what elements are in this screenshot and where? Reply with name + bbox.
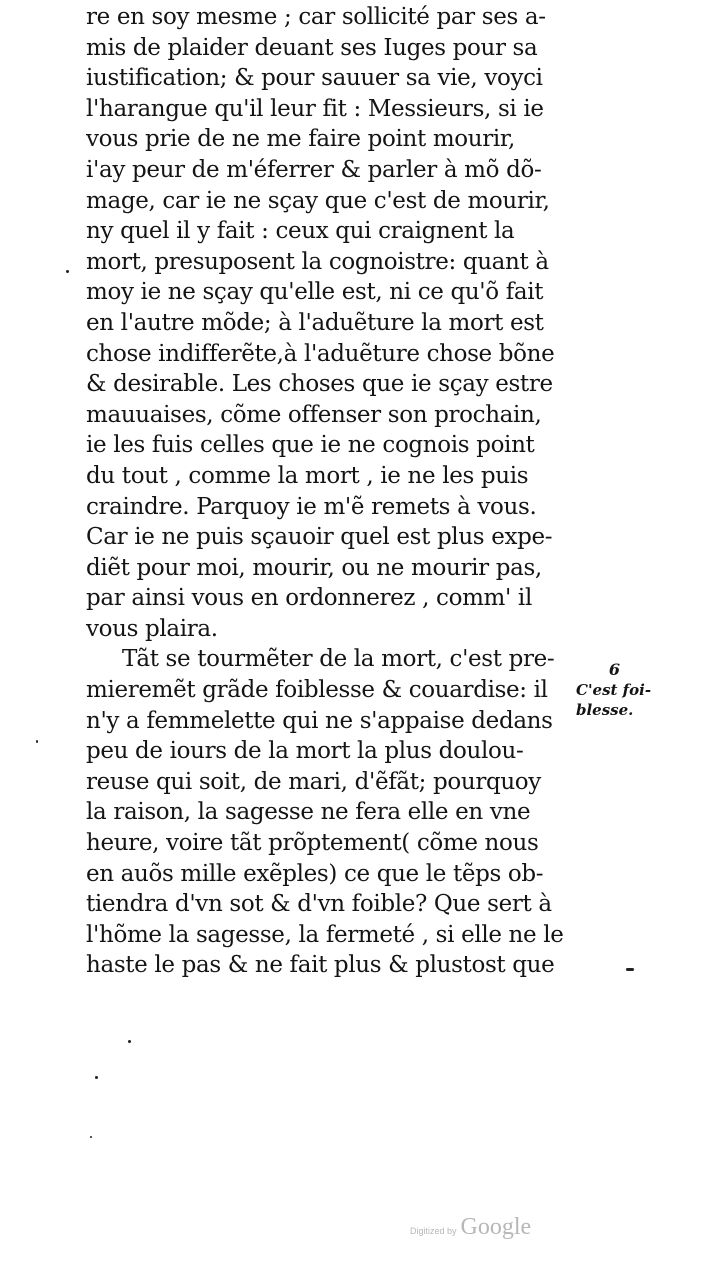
scan-speck	[90, 1136, 92, 1138]
margin-note-line: C'est foi-	[576, 681, 652, 699]
watermark-prefix: Digitized by	[410, 1226, 457, 1236]
text-line: en auõs mille exẽples) ce que le tẽps ob-	[86, 860, 544, 887]
text-line: reuse qui soit, de mari, d'ẽfãt; pourquoy	[86, 768, 541, 795]
scan-speck	[36, 740, 38, 743]
digitized-watermark	[410, 1214, 531, 1241]
text-line: du tout , comme la mort , ie ne les puis	[86, 462, 529, 489]
text-line: Car ie ne puis sçauoir quel est plus expe-	[86, 524, 553, 551]
text-line: en l'autre mõde; à l'aduẽture la mort est	[86, 309, 544, 336]
text-line: par ainsi vous en ordonnerez , comm' il	[86, 585, 532, 612]
text-line: tiendra d'vn sot & d'vn foible? Que sert à	[86, 891, 552, 918]
text-line: i'ay peur de m'éferrer & parler à mõ dõ-	[86, 156, 542, 183]
text-line: mort, presuposent la cognoistre: quant à	[86, 248, 549, 275]
scan-speck	[626, 968, 634, 971]
text-line: chose indifferẽte,à l'aduẽture chose bõne	[86, 340, 555, 367]
text-line: l'harangue qu'il leur fit : Messieurs, si ie	[86, 95, 544, 122]
margin-note	[576, 660, 656, 720]
text-line: haste le pas & ne fait plus & plustost que	[86, 952, 555, 979]
text-line: mauuaises, cõme offenser son prochain,	[86, 401, 542, 428]
text-line: la raison, la sagesse ne fera elle en vne	[86, 799, 531, 826]
text-line: vous prie de ne me faire point mourir,	[86, 126, 515, 153]
margin-note-number: 6	[608, 660, 620, 679]
text-line: re en soy mesme ; car sollicité par ses a-	[86, 4, 546, 30]
text-line: l'hõme la sagesse, la fermeté , si elle ne le	[86, 921, 564, 948]
text-line: peu de iours de la mort la plus doulou-	[86, 738, 524, 765]
text-line: moy ie ne sçay qu'elle est, ni ce qu'õ fait	[86, 279, 544, 306]
text-line: ny quel il y fait : ceux qui craignent la	[86, 218, 515, 245]
body-text	[86, 2, 576, 981]
paragraph-start-line: Tãt se tourmẽter de la mort, c'est pre-	[122, 646, 555, 673]
text-line: heure, voire tãt prõptement( cõme nous	[86, 830, 539, 857]
text-line: mieremẽt grãde foiblesse & couardise: il	[86, 677, 548, 704]
scan-speck	[128, 1040, 131, 1043]
text-line: craindre. Parquoy ie m'ẽ remets à vous.	[86, 493, 537, 520]
text-line: diẽt pour moi, mourir, ou ne mourir pas,	[86, 554, 542, 581]
text-line: mis de plaider deuant ses Iuges pour sa	[86, 34, 538, 61]
text-line: & desirable. Les choses que ie sçay estre	[86, 371, 553, 398]
text-line: vous plaira.	[86, 615, 218, 642]
scan-speck	[95, 1076, 98, 1079]
text-line: ie les fuis celles que ie ne cognois point	[86, 432, 535, 459]
margin-note-line: blesse.	[576, 701, 634, 719]
google-logo: Google	[460, 1214, 532, 1240]
text-line: n'y a femmelette qui ne s'appaise dedans	[86, 707, 553, 734]
text-line: iustification; & pour sauuer sa vie, voyci	[86, 65, 543, 92]
scan-speck	[66, 270, 69, 273]
text-line: mage, car ie ne sçay que c'est de mourir,	[86, 187, 550, 214]
